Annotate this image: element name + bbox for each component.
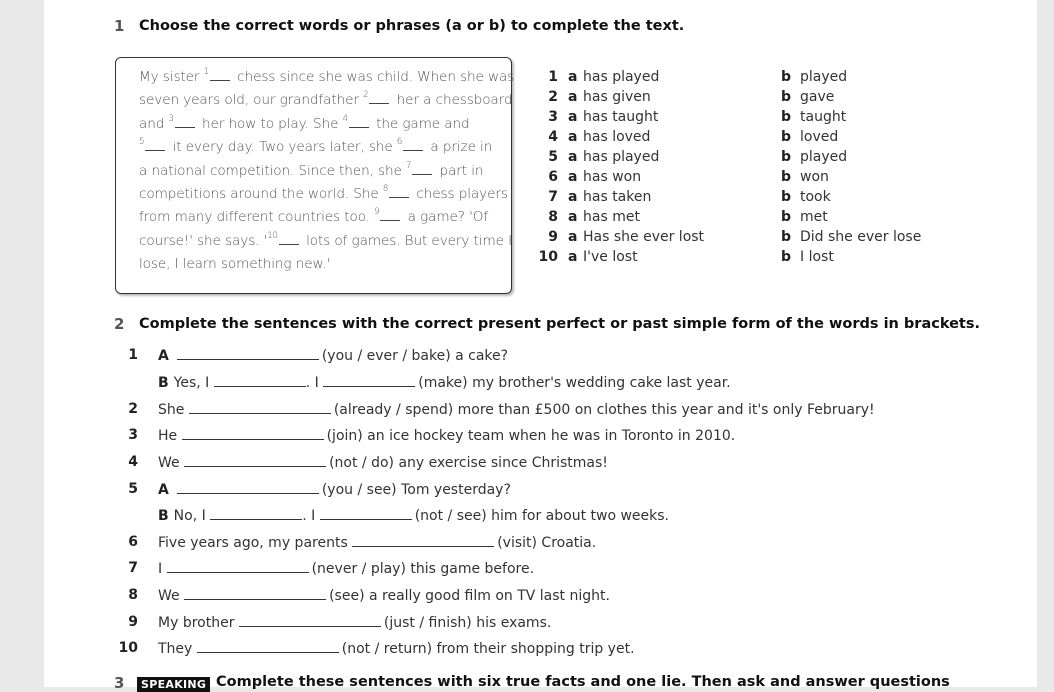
sentence-number: 10 [118, 640, 138, 656]
story-fragment: course!' she says. ' [139, 232, 268, 249]
option-row [44, 167, 1037, 187]
option-a[interactable]: has met [583, 209, 640, 225]
option-number: 6 [548, 169, 558, 185]
option-row [44, 187, 1037, 207]
option-number: 10 [538, 249, 558, 265]
gap-number: 8 [382, 183, 389, 194]
answer-blank[interactable] [177, 479, 319, 494]
option-a[interactable]: has given [583, 89, 651, 105]
option-b[interactable]: won [800, 169, 829, 185]
option-a[interactable]: has played [583, 149, 660, 165]
sentence-body [158, 425, 735, 446]
story-fragment: part in [435, 162, 484, 179]
option-row [44, 67, 1037, 87]
option-row [44, 207, 1037, 227]
option-a-label: a [568, 69, 578, 85]
option-a-label: a [568, 229, 578, 245]
option-row [44, 227, 1037, 247]
sentence-body [158, 479, 511, 500]
option-number: 3 [548, 109, 558, 125]
sentence-hint: (you / see) Tom yesterday? [321, 482, 511, 498]
option-b[interactable]: taught [800, 109, 847, 125]
story-fragment: seven years old, our grandfather [139, 92, 364, 109]
option-a[interactable]: has taken [583, 189, 652, 205]
option-a-label: a [568, 249, 578, 265]
sentence-number: 9 [128, 614, 138, 630]
option-number: 7 [548, 189, 558, 205]
story-fragment: chess since she was child. When she was [232, 69, 515, 85]
exercise-1-number: 1 [114, 17, 125, 35]
option-b[interactable]: gave [800, 89, 835, 105]
exercise-2-instruction: Complete the sentences with the correct present perfect or past simple form of the words in brackets. [139, 316, 980, 332]
option-number: 5 [548, 149, 558, 165]
option-b-label: b [781, 209, 792, 225]
answer-blank[interactable] [189, 399, 331, 414]
sentence-hint: (visit) Croatia. [497, 535, 597, 551]
option-b-label: b [781, 69, 792, 85]
option-b-label: b [781, 249, 792, 265]
option-number: 9 [548, 229, 558, 245]
answer-blank[interactable] [182, 425, 324, 440]
sentence-body [158, 372, 731, 393]
option-row [44, 127, 1037, 147]
option-number: 1 [548, 69, 558, 85]
sentence-number: 4 [128, 454, 138, 470]
sentence-hint: (make) my brother's wedding cake last year. [418, 375, 731, 391]
option-a[interactable]: Has she ever lost [583, 229, 705, 245]
option-a-label: a [568, 209, 578, 225]
sentence-mid: . I [305, 375, 324, 391]
sentence-body [158, 558, 534, 579]
answer-blank[interactable] [352, 532, 494, 547]
sentence-number: 6 [128, 534, 138, 550]
sentence-start: No, I [173, 508, 211, 524]
sentence-number: 1 [128, 347, 138, 363]
option-b-label: b [781, 189, 792, 205]
sentence-start: They [158, 641, 197, 657]
sentence-number: 8 [128, 587, 138, 603]
story-fragment: the game and [371, 115, 470, 132]
story-fragment: lose, I learn something new.' [139, 256, 331, 273]
option-b-label: b [781, 109, 792, 125]
gap-number: 2 [363, 90, 369, 101]
sentence-start: We [158, 455, 185, 471]
sentence-start: He [158, 428, 182, 444]
answer-blank[interactable] [239, 612, 381, 627]
sentence-body [158, 345, 508, 366]
option-b-label: b [781, 89, 792, 105]
answer-blank[interactable] [323, 372, 415, 387]
sentence-hint: (see) a really good film on TV last night. [329, 588, 610, 604]
sentence-hint: (join) an ice hockey team when he was in Toronto in 2010. [326, 428, 736, 444]
sentence-hint: (already / spend) more than £500 on clothes this year and it's only February! [333, 402, 875, 418]
option-b[interactable]: met [800, 209, 828, 225]
option-b-label: b [781, 169, 792, 185]
story-fragment: a national competition. Since then, she [139, 162, 407, 179]
sentence-start: Five years ago, my parents [158, 535, 353, 551]
option-number: 8 [548, 209, 558, 225]
sentence-body [158, 505, 669, 526]
story-fragment: My sister [139, 69, 204, 85]
option-a-label: a [568, 89, 578, 105]
speaker-label: B [158, 375, 169, 391]
sentence-body [158, 638, 635, 659]
sentence-start: My brother [158, 615, 239, 631]
answer-blank[interactable] [167, 558, 309, 573]
sentence-number: 5 [128, 481, 138, 497]
option-number: 4 [548, 129, 558, 145]
gap-number: 7 [406, 160, 412, 171]
sentence-hint: (not / see) him for about two weeks. [414, 508, 670, 524]
option-a[interactable]: has played [583, 69, 660, 85]
story-fragment: it every day. Two years later, she [168, 139, 397, 156]
option-a-label: a [568, 129, 578, 145]
gap-number: 9 [374, 207, 380, 218]
gap-number: 5 [139, 137, 145, 148]
speaking-badge: SPEAKING [137, 677, 210, 692]
worksheet-page [44, 0, 1037, 692]
sentence-mid: . I [302, 508, 320, 524]
option-b-label: b [781, 149, 792, 165]
story-fragment: her a chessboard [392, 92, 513, 109]
option-b[interactable]: loved [800, 129, 839, 145]
sentence-hint: (you / ever / bake) a cake? [321, 348, 509, 364]
option-row [44, 107, 1037, 127]
exercise-1-instruction: Choose the correct words or phrases (a or b) to complete the text. [139, 18, 685, 34]
speaker-label: A [158, 482, 169, 498]
story-fragment: a game? 'Of [403, 209, 489, 226]
sentence-number: 7 [128, 560, 138, 576]
answer-blank[interactable] [214, 372, 306, 387]
sentence-hint: (just / finish) his exams. [383, 615, 552, 631]
sentence-body [158, 585, 610, 606]
story-fragment: chess players [412, 185, 508, 202]
option-a[interactable]: has taught [583, 109, 659, 125]
sentence-start: We [158, 588, 185, 604]
sentence-start: She [158, 402, 189, 418]
answer-blank[interactable] [320, 505, 412, 520]
sentence-start: I [158, 561, 167, 577]
gap-number: 6 [396, 137, 403, 148]
story-fragment: and [139, 115, 169, 132]
answer-blank[interactable] [177, 345, 319, 360]
speaker-label: B [158, 508, 169, 524]
sentence-start: Yes, I [173, 375, 214, 391]
sentence-body [158, 399, 875, 420]
option-b[interactable]: played [800, 69, 848, 85]
answer-blank[interactable] [197, 638, 339, 653]
exercise-3-instruction: Complete these sentences with six true facts and one lie. Then ask and answer questions [216, 674, 950, 690]
sentence-number: 2 [128, 401, 138, 417]
option-a-label: a [568, 149, 578, 165]
story-fragment: a prize in [426, 139, 493, 156]
story-fragment: competitions around the world. She [139, 185, 383, 202]
option-a[interactable]: I've lost [583, 249, 638, 265]
sentence-hint: (never / play) this game before. [311, 561, 535, 577]
option-b[interactable]: I lost [800, 249, 834, 265]
gap-number: 3 [168, 113, 174, 124]
sentence-body [158, 532, 596, 553]
sentence-body [158, 612, 551, 633]
option-a-label: a [568, 169, 578, 185]
gap-number: 4 [342, 113, 348, 124]
sentence-body [158, 452, 608, 473]
sentence-hint: (not / do) any exercise since Christmas! [329, 455, 608, 471]
option-b[interactable]: took [800, 189, 831, 205]
option-b[interactable]: Did she ever lose [800, 229, 922, 245]
answer-blank[interactable] [184, 452, 326, 467]
option-a[interactable]: has won [583, 169, 642, 185]
exercise-3-number: 3 [114, 674, 125, 692]
sentence-hint: (not / return) from their shopping trip yet. [341, 641, 635, 657]
option-number: 2 [548, 89, 558, 105]
option-a-label: a [568, 189, 578, 205]
sentence-number: 3 [128, 427, 138, 443]
answer-blank[interactable] [210, 505, 302, 520]
exercise-2-number: 2 [114, 315, 125, 333]
gap-number: 1 [203, 67, 209, 77]
option-row [44, 87, 1037, 107]
option-a[interactable]: has loved [583, 129, 651, 145]
option-row [44, 147, 1037, 167]
story-fragment: her how to play. She [197, 115, 343, 132]
story-fragment: lots of games. But every time I [301, 232, 513, 249]
gap-number: 10 [267, 230, 278, 241]
answer-blank[interactable] [184, 585, 326, 600]
option-row [44, 247, 1037, 267]
option-a-label: a [568, 109, 578, 125]
option-b-label: b [781, 229, 792, 245]
option-b-label: b [781, 129, 792, 145]
option-b[interactable]: played [800, 149, 848, 165]
speaker-label: A [158, 348, 169, 364]
story-fragment: from many different countries too. [139, 209, 375, 226]
